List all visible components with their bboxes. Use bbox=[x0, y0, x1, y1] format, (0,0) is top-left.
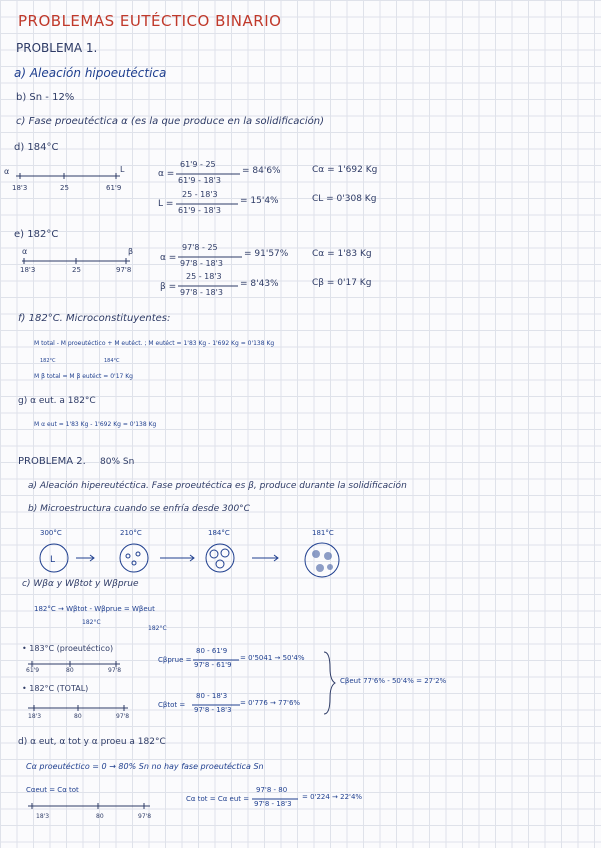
p1-d-alpha-bar bbox=[176, 173, 240, 175]
p1-e-alpha-lhs: α = bbox=[160, 253, 177, 263]
p1-f-sub2: 184°C bbox=[104, 358, 120, 364]
p1-d-alpha-den: 61'9 - 18'3 bbox=[178, 176, 221, 185]
p2-d-eq-lhs: Cα tot = Cα eut = bbox=[186, 795, 250, 803]
p2-c-eq1-den: 97'8 - 61'9 bbox=[194, 661, 232, 669]
p2-c-eq1-lhs: Cβprue = bbox=[158, 656, 192, 664]
p1-e-alpha-den: 97'8 - 18'3 bbox=[180, 259, 223, 268]
p1-f-eq2: M β total = M β eutéct = 0'17 Kg bbox=[34, 373, 133, 380]
svg-text:L: L bbox=[50, 555, 56, 565]
p2-c-heading: c) Wβα y Wβtot y Wβprue bbox=[22, 579, 139, 589]
p1-e-right-label: β bbox=[128, 247, 134, 256]
p1-e-tick-2: 25 bbox=[72, 266, 81, 274]
p1-d-heading: d) 184°C bbox=[14, 142, 59, 153]
p2-d-line: Cα proeutéctico = 0 → 80% Sn no hay fase proeutéctica Sn bbox=[26, 762, 264, 771]
p1-e-alpha-num: 97'8 - 25 bbox=[182, 243, 218, 252]
problem2-heading: PROBLEMA 2. bbox=[18, 456, 86, 467]
p2-d-heading: d) α eut, α tot y α proeu a 182°C bbox=[18, 737, 166, 747]
p1-e-Cb: Cβ = 0'17 Kg bbox=[312, 278, 372, 288]
p2-c-eq2-num: 80 - 18'3 bbox=[196, 692, 228, 700]
p2-d-tick-3: 97'8 bbox=[138, 813, 152, 820]
final-structure-circle bbox=[305, 543, 339, 577]
p2-d-eq-res: = 0'224 → 22'4% bbox=[302, 793, 363, 801]
p2-d-tick-2: 80 bbox=[96, 813, 104, 820]
p1-e-alpha-res: = 91'57% bbox=[244, 249, 289, 259]
p1-f-sub1: 182°C bbox=[40, 358, 56, 364]
p1-e-left-label: α bbox=[22, 247, 28, 256]
p1-d-alpha-num: 61'9 - 25 bbox=[180, 160, 216, 169]
p2-c-eq2-res: = 0'776 → 77'6% bbox=[240, 699, 301, 707]
p2-c-bullet1: • 183°C (proeutéctico) bbox=[22, 644, 114, 653]
p1-b: b) Sn - 12% bbox=[16, 92, 75, 103]
p2-temp-4: 181°C bbox=[312, 529, 334, 537]
p2-c-bullet2: • 182°C (TOTAL) bbox=[22, 684, 89, 693]
p2-c-sub1: 182°C bbox=[82, 619, 101, 626]
p1-d-tick-1: 18'3 bbox=[12, 184, 28, 192]
p2-c-result: Cβeut 77'6% - 50'4% = 27'2% bbox=[340, 677, 447, 685]
p2-a: a) Aleación hipereutéctica. Fase proeutéctica es β, produce durante la solidificación bbox=[28, 481, 407, 491]
p1-e-beta-num: 25 - 18'3 bbox=[186, 272, 222, 281]
p1-d-L-lhs: L = bbox=[158, 199, 174, 209]
p1-g-eq: M α eut = 1'83 Kg - 1'692 Kg = 0'138 Kg bbox=[34, 421, 157, 428]
p2-d-tick-1: 18'3 bbox=[36, 813, 50, 820]
problem2-subheading: 80% Sn bbox=[100, 457, 135, 467]
p2-temp-1: 300°C bbox=[40, 529, 62, 537]
p1-d-tick-3: 61'9 bbox=[106, 184, 122, 192]
p2-c-eq1-res: = 0'5041 → 50'4% bbox=[240, 654, 305, 662]
p2-c-tick1-1: 61'9 bbox=[26, 667, 40, 674]
p1-d-tick-2: 25 bbox=[60, 184, 69, 192]
p1-e-beta-res: = 8'43% bbox=[240, 279, 279, 289]
p1-d-L-bar bbox=[176, 203, 238, 205]
p1-e-tick-1: 18'3 bbox=[20, 266, 36, 274]
p1-e-beta-den: 97'8 - 18'3 bbox=[180, 288, 223, 297]
problem1-heading: PROBLEMA 1. bbox=[16, 41, 98, 55]
p2-c-tick2-2: 80 bbox=[74, 713, 82, 720]
p1-a: a) Aleación hipoeutéctica bbox=[14, 66, 167, 80]
p2-c-tick1-3: 97'8 bbox=[108, 667, 122, 674]
nucleation-circle bbox=[120, 544, 148, 572]
p2-temp-2: 210°C bbox=[120, 529, 142, 537]
p1-e-Ca: Cα = 1'83 Kg bbox=[312, 249, 372, 259]
p2-c-tick2-3: 97'8 bbox=[116, 713, 130, 720]
p2-d-eq-den: 97'8 - 18'3 bbox=[254, 800, 292, 808]
p1-f-heading: f) 182°C. Microconstituyentes: bbox=[18, 313, 171, 324]
p2-d-number-line bbox=[26, 800, 156, 812]
p2-d-eq-left: Cαeut = Cα tot bbox=[26, 786, 79, 794]
p2-c-line: 182°C → Wβtot - Wβprue = Wβeut bbox=[34, 605, 155, 613]
p2-c-brace bbox=[322, 650, 336, 716]
page-title: PROBLEMAS EUTÉCTICO BINARIO bbox=[18, 12, 282, 30]
p2-c-tick1-2: 80 bbox=[66, 667, 74, 674]
p2-temp-3: 184°C bbox=[208, 529, 230, 537]
p1-d-L-num: 25 - 18'3 bbox=[182, 190, 218, 199]
p2-c-eq1-num: 80 - 61'9 bbox=[196, 647, 228, 655]
p1-e-beta-bar bbox=[178, 285, 238, 287]
p2-c-sub2: 182°C bbox=[148, 625, 167, 632]
p1-d-alpha-res: = 84'6% bbox=[242, 166, 281, 176]
p2-c-tick2-1: 18'3 bbox=[28, 713, 42, 720]
p1-d-CL: CL = 0'308 Kg bbox=[312, 194, 377, 204]
p1-d-left-label: α bbox=[4, 167, 10, 176]
p1-d-L-den: 61'9 - 18'3 bbox=[178, 206, 221, 215]
p1-d-Ca: Cα = 1'692 Kg bbox=[312, 165, 378, 175]
p2-c-eq2-den: 97'8 - 18'3 bbox=[194, 706, 232, 714]
p1-f-eq1: M total - M proeutéctico + M eutéct. ; M eutéct = 1'83 Kg - 1'692 Kg = 0'138 Kg bbox=[34, 340, 275, 347]
p1-d-right-label: L bbox=[120, 165, 125, 174]
p1-g-heading: g) α eut. a 182°C bbox=[18, 396, 96, 406]
p2-b: b) Microestructura cuando se enfría desde 300°C bbox=[28, 504, 250, 514]
p2-d-eq-num: 97'8 - 80 bbox=[256, 786, 288, 794]
p1-e-beta-lhs: β = bbox=[160, 282, 177, 292]
p1-d-L-res: = 15'4% bbox=[240, 196, 279, 206]
p1-d-alpha-lhs: α = bbox=[158, 169, 175, 179]
p1-e-heading: e) 182°C bbox=[14, 229, 59, 240]
p2-c-eq2-lhs: Cβtot = bbox=[158, 701, 186, 709]
p1-e-alpha-bar bbox=[178, 256, 242, 258]
p1-e-tick-3: 97'8 bbox=[116, 266, 132, 274]
p1-c: c) Fase proeutéctica α (es la que produce en la solidificación) bbox=[16, 116, 325, 127]
